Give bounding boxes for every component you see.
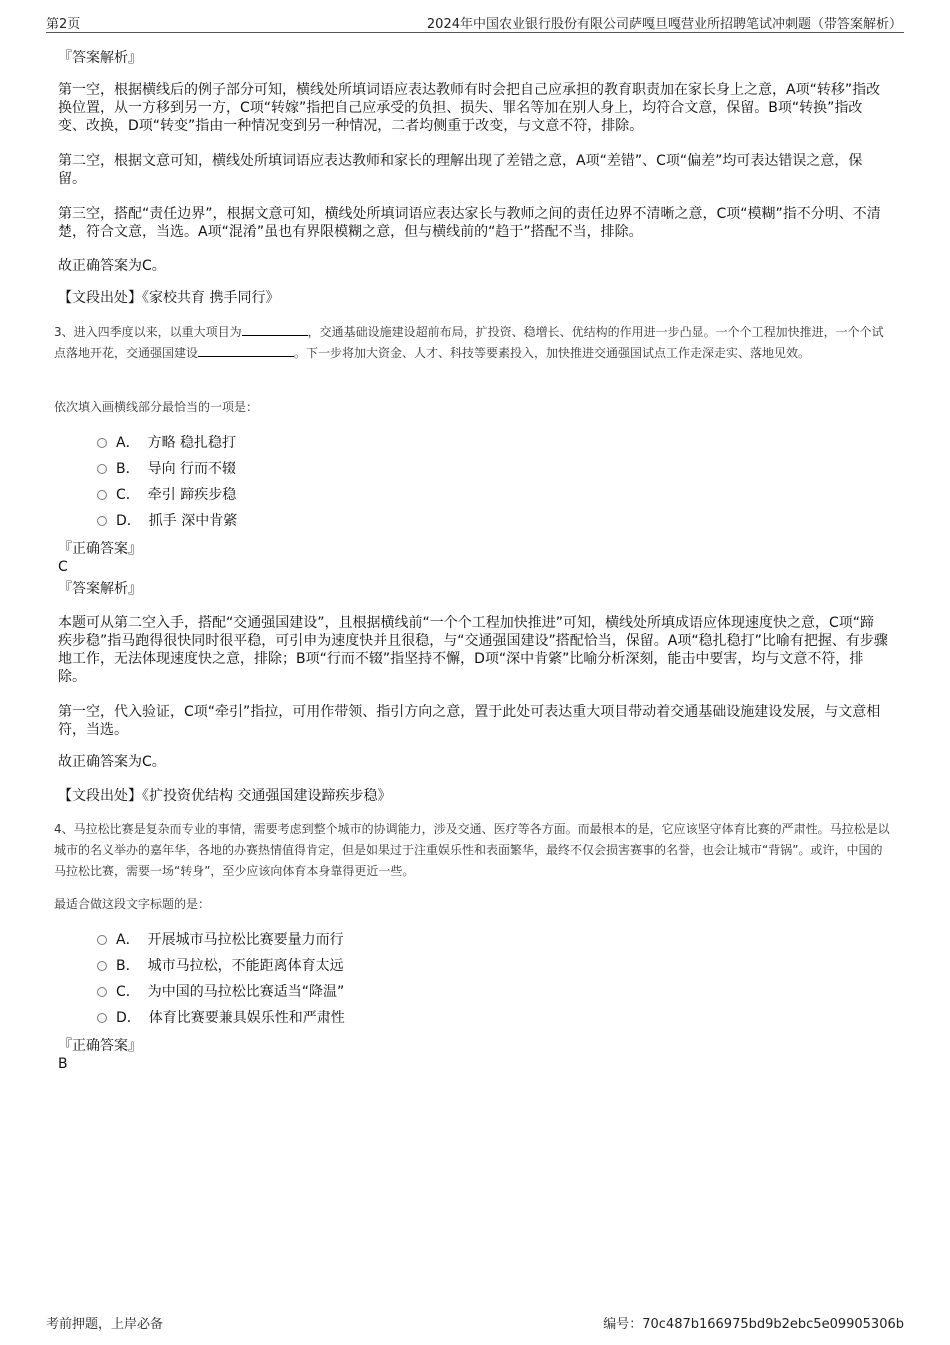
q3-stem <box>54 322 894 364</box>
q2-analysis-p1: 第一空，根据横线后的例子部分可知，横线处所填词语应表达教师有时会把自己应承担的教育职责加在家长身上之意，A项“转移”指改换位置，从一方移到另一方，C项“转嫁”指把自己应承受的负担、损失、罪名等加在别人身上，均符合文意，保留。B项“转换”指改变、改换，D项“转变”指由一种情况变到另一种情况，二者均侧重于改变，与文意不符，排除。 <box>58 82 881 134</box>
q3-option-d[interactable] <box>97 512 237 530</box>
q4-answer-label: 『正确答案』 <box>58 1038 142 1054</box>
q3-stem-part-3: 。下一步将加大资金、人才、科技等要素投入，加快推进交通强国试点工作走深走实、落地见效。 <box>294 346 811 360</box>
q2-analysis-p2: 第二空，根据文意可知，横线处所填词语应表达教师和家长的理解出现了差错之意，A项“差错”、C项“偏差”均可表达错误之意，保留。 <box>58 153 863 187</box>
q3-conclusion: 故正确答案为C。 <box>58 754 166 770</box>
option-letter: A． <box>116 932 140 948</box>
radio-icon[interactable] <box>97 961 107 971</box>
option-text: 导向 行而不辍 <box>147 461 237 477</box>
q3-blank-1 <box>242 323 308 336</box>
q3-answer: C <box>58 559 68 575</box>
option-text: 城市马拉松，不能距离体育太远 <box>147 958 344 974</box>
radio-icon[interactable] <box>97 935 107 945</box>
q2-analysis-label: 『答案解析』 <box>58 50 142 66</box>
q2-analysis-p3: 第三空，搭配“责任边界”，根据文意可知，横线处所填词语应表达家长与教师之间的责任边界不清晰之意，C项“模糊”指不分明、不清楚，符合文意，当选。A项“混淆”虽也有界限模糊之意，但与横线前的“趋于”搭配不当，排除。 <box>58 206 881 240</box>
radio-icon[interactable] <box>97 438 107 448</box>
header-divider <box>46 32 904 33</box>
q3-option-b[interactable] <box>97 460 236 478</box>
radio-icon[interactable] <box>97 490 107 500</box>
option-text: 抓手 深中肯綮 <box>148 513 238 529</box>
footer-slogan: 考前押题，上岸必备 <box>46 1317 164 1332</box>
q3-stem-part-2: ，交通基础设施建设超前布局，扩投资、稳增长、优结构的作用进一步凸显。一个个工程加快推进，一个个试点落地开花，交通强国建设 <box>54 325 884 360</box>
q4-option-a[interactable] <box>97 931 344 949</box>
q4-option-b[interactable] <box>97 957 344 975</box>
option-text: 为中国的马拉松比赛适当“降温” <box>147 984 345 1000</box>
option-text: 方略 稳扎稳打 <box>147 435 237 451</box>
q3-blank-2 <box>198 344 294 357</box>
document-title: 2024年中国农业银行股份有限公司萨嘎旦嘎营业所招聘笔试冲刺题（带答案解析） <box>426 17 902 32</box>
radio-icon[interactable] <box>97 1013 107 1023</box>
option-text: 体育比赛要兼具娱乐性和严肃性 <box>148 1010 345 1026</box>
option-letter: A． <box>116 435 140 451</box>
q4-option-c[interactable] <box>97 983 344 1001</box>
option-letter: C． <box>116 487 140 503</box>
q3-stem-part-1: 3、进入四季度以来，以重大项目为 <box>54 325 242 339</box>
option-letter: B． <box>116 958 140 974</box>
q2-source: 【文段出处】《家校共育 携手同行》 <box>58 290 280 306</box>
q3-option-a[interactable] <box>97 434 236 452</box>
radio-icon[interactable] <box>97 516 107 526</box>
option-text: 牵引 蹄疾步稳 <box>147 487 237 503</box>
q3-analysis-p2: 第一空，代入验证，C项“牵引”指拉，可用作带领、指引方向之意，置于此处可表达重大项目带动着交通基础设施建设发展，与文意相符，当选。 <box>58 704 881 738</box>
q3-analysis-label: 『答案解析』 <box>58 581 142 597</box>
q3-prompt: 依次填入画横线部分最恰当的一项是： <box>54 400 259 414</box>
q3-source: 【文段出处】《扩投资优结构 交通强国建设蹄疾步稳》 <box>58 788 392 804</box>
q2-conclusion: 故正确答案为C。 <box>58 258 166 274</box>
option-text: 开展城市马拉松比赛要量力而行 <box>147 932 344 948</box>
page-header <box>0 0 950 34</box>
option-letter: D． <box>116 1010 141 1026</box>
radio-icon[interactable] <box>97 464 107 474</box>
page-number: 第2页 <box>46 17 81 32</box>
q4-answer: B <box>58 1056 68 1072</box>
radio-icon[interactable] <box>97 987 107 997</box>
q3-answer-label: 『正确答案』 <box>58 541 142 557</box>
document-id: 编号：70c487b166975bd9b2ebc5e09905306b <box>603 1317 904 1332</box>
option-letter: B． <box>116 461 140 477</box>
q3-option-c[interactable] <box>97 486 236 504</box>
q4-prompt: 最适合做这段文字标题的是： <box>54 897 211 911</box>
option-letter: C． <box>116 984 140 1000</box>
q4-option-d[interactable] <box>97 1009 345 1027</box>
q3-analysis-p1: 本题可从第二空入手，搭配“交通强国建设”，且根据横线前“一个个工程加快推进”可知，横线处所填成语应体现速度快之意，C项“蹄疾步稳”指马跑得很快同时很平稳，可引申为速度快并且很稳，与“交通强国建设”搭配恰当，保留。A项“稳扎稳打”比喻有把握、有步骤地工作，无法体现速度快之意，排除；B项“行而不辍”指坚持不懈，D项“深中肯綮”比喻分析深刻，能击中要害，均与文意不符，排除。 <box>58 615 888 685</box>
q4-stem: 4、马拉松比赛是复杂而专业的事情，需要考虑到整个城市的协调能力，涉及交通、医疗等各方面。而最根本的是，它应该坚守体育比赛的严肃性。马拉松是以城市的名义举办的嘉年华，各地的办赛热情值得肯定，但是如果过于注重娱乐性和表面繁华，最终不仅会损害赛事的名誉，也会让城市“背锅”。或许，中国的马拉松比赛，需要一场“转身”，至少应该向体育本身靠得更近一些。 <box>54 822 890 878</box>
option-letter: D． <box>116 513 141 529</box>
